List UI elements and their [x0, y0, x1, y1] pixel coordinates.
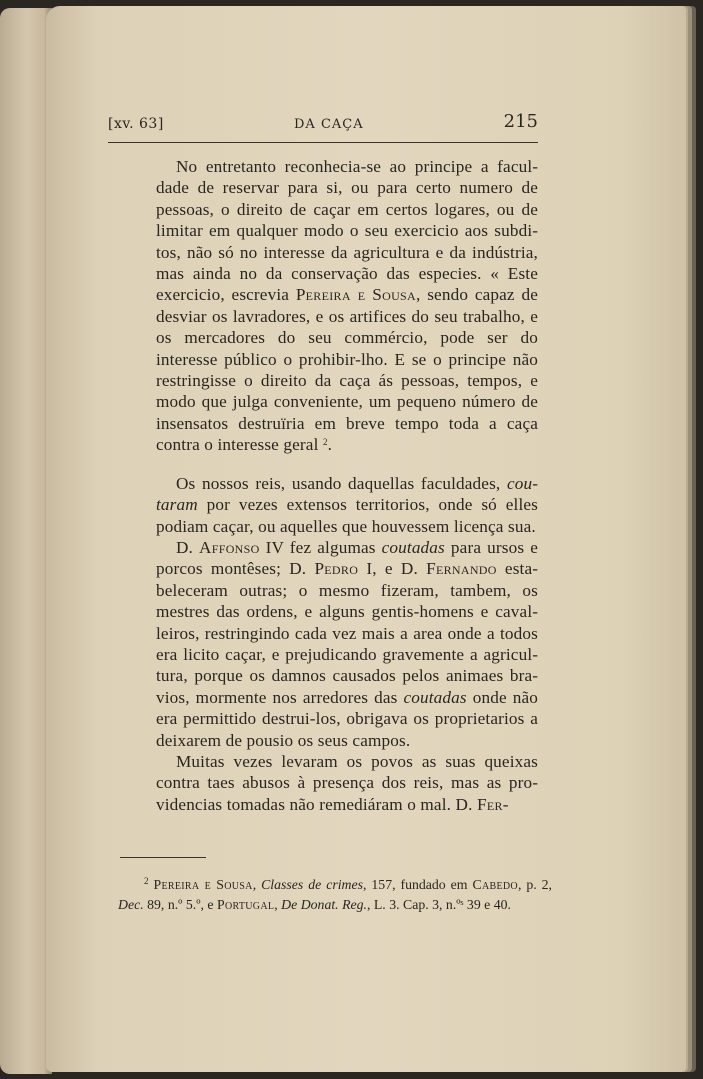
- paragraph: [156, 473, 538, 537]
- text-run: ,: [252, 877, 262, 892]
- left-page-edge: [0, 8, 52, 1074]
- text-run: , sendo capaz de desviar os lavradores, e os artifices do seu trabalho, e os mercadores do seu commércio, pode ser do interesse público o prohibir-lho. E se o principe não restringisse o direito da caça ás pessoas, tempos, e modo que julga conveniente, um pequeno número de insensatos destruïria em breve tempo toda a caça contra o interesse geral: [156, 285, 538, 455]
- page-number: 215: [503, 111, 538, 132]
- text-run: por vezes extensos territorios, onde só elles podiam caçar, ou aquelles que houvessem licença sua.: [156, 495, 538, 536]
- header-rule: [108, 142, 538, 143]
- text-run: 89, n.º 5.º, e: [143, 897, 217, 912]
- text-run: , 157, fundado em: [362, 877, 473, 892]
- small-caps-name: Affonso: [199, 537, 260, 557]
- small-caps-name: Cabedo: [472, 877, 518, 892]
- text-run: D.: [176, 537, 200, 557]
- paragraph: [156, 537, 538, 751]
- text-run: , p. 2,: [517, 877, 552, 892]
- italic-text: coutadas: [403, 687, 467, 707]
- italic-text: Classes de crimes: [261, 877, 363, 892]
- italic-text: coutadas: [381, 537, 445, 557]
- text-run: ,: [274, 897, 282, 912]
- text-run: Muitas vezes levaram os povos as suas queixas contra taes abusos à presença dos reis, mas as providencias tomadas não remediáram o mal. D.: [156, 751, 538, 814]
- body-text: [156, 156, 538, 815]
- footnote: [118, 875, 552, 915]
- small-caps-name: Fer-: [476, 794, 509, 814]
- footnote-rule: [120, 857, 206, 858]
- small-caps-name: Portugal: [217, 897, 275, 912]
- small-caps-name: Fernando: [426, 559, 497, 579]
- footnote-marker: 2: [322, 437, 328, 448]
- paragraph: [156, 156, 538, 456]
- small-caps-name: Pereira e Sousa: [295, 285, 416, 305]
- text-run: para ursos e porcos montêses; D.: [156, 537, 538, 579]
- text-run: , L. 3. Cap. 3, n.ºˢ 39 e 40.: [366, 897, 511, 912]
- paragraph: [156, 751, 538, 815]
- footnote-marker: 2: [144, 876, 149, 886]
- text-run: IV fez algumas: [259, 537, 382, 557]
- italic-text: Dec.: [118, 897, 144, 912]
- text-run: I, e D.: [358, 559, 427, 579]
- text-run: .: [327, 435, 333, 455]
- text-run: No entretanto reconhecia-se ao principe a faculdade de reservar para si, ou para certo numero de pessoas, o direito de caçar em certos logares, ou de limitar em qualquer modo o seu exercicio aos subditos, não só no interesse da agricultura e da indústria, mas ainda no da conservação das especies. « Este exercicio, escrevia: [156, 157, 538, 305]
- small-caps-name: Pereira e Sousa: [153, 877, 253, 892]
- running-header: [108, 108, 538, 138]
- italic-text: coutaram: [156, 473, 538, 515]
- text-run: Os nossos reis, usando daquellas faculdades,: [176, 473, 507, 493]
- text-run: onde não era permittido destrui-los, obrigava os proprietarios a deixarem de pousio os seus campos.: [156, 687, 538, 750]
- italic-text: De Donat. Reg.: [281, 897, 367, 912]
- text-run: estabeleceram outras; o mesmo fizeram, tambem, os mestres das ordens, e alguns gentis-homens e cavalleiros, restringindo cada vez mais a area onde a todos era licito caçar, e prejudicando gravemente a agricultura, porque os damnos causados pelos animaes bravios, mormente nos arredores das: [156, 559, 538, 707]
- section-reference: [xv. 63]: [108, 116, 164, 132]
- small-caps-name: Pedro: [314, 559, 359, 579]
- running-title: DA CAÇA: [294, 117, 364, 132]
